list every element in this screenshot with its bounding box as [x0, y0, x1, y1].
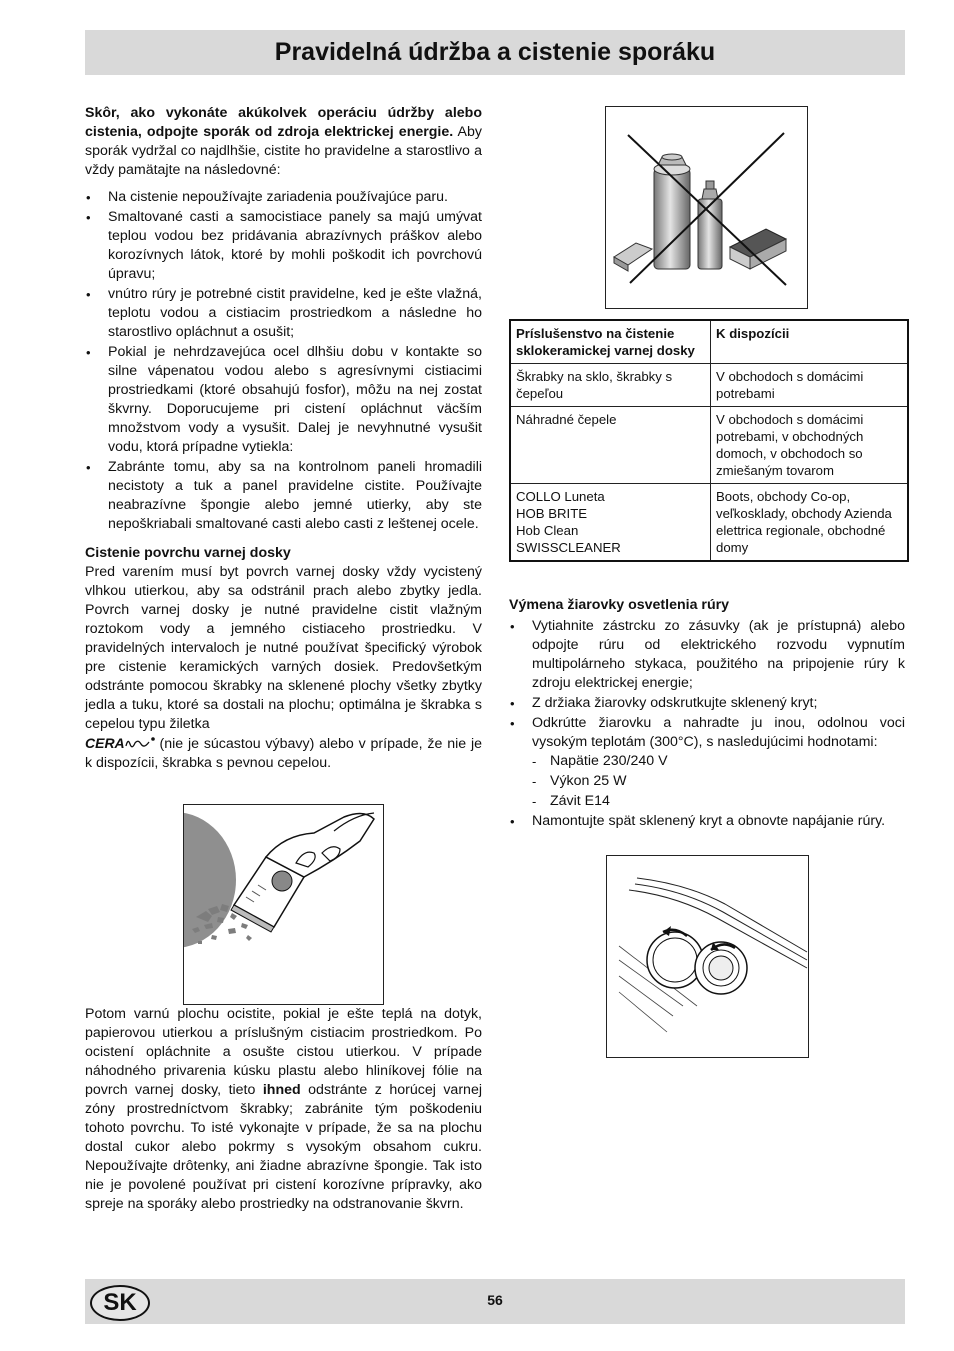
list-item: • Pokial je nehrdzavejúca ocel dlhšiu dobu v kontakte so silne vápenatou vodou alebo s agresívnymi cistiacimi prostriedkami (ktoré obsahujú fosfor), môžu na nej zostat škvrny. Doporucujeme pri cistení opláchnut väcším množstvom vody a vysušit. Dalej je nevyhnutné vysušit vodu, ktorá prípadne vytiekla:	[85, 343, 482, 457]
hob-heading: Cistenie povrchu varnej dosky	[85, 545, 291, 561]
oven-lamp-illustration	[606, 855, 809, 1058]
left-column-bottom	[85, 1005, 482, 1214]
hob-text: Pred varením musí byt povrch varnej dosky vždy vycistený vlhkou utierkou, aby sa odstránil prach alebo zbytky jedla. Povrch varnej dosky je nutné pravidelne cistit vlažným roztokom vody a jemného cistiaceho prostriedku. V pravidelných intervaloch je nutné používat špecifický výrobok pre cistenie keramických varných dosiek. Predovšetkým odstránte pomocou škrabky na sklenené plochy všetky zbytky jedla a tuku, ktoré sa dostali na plochu; optimálna je škrabka s cepelou typu žiletka	[85, 564, 482, 732]
list-item: • Namontujte spät sklenený kryt a obnovte napájanie rúry.	[509, 812, 905, 831]
accessories-table	[509, 319, 909, 562]
table-cell: Boots, obchody Co-op, veľkosklady, obchody Azienda elettrica regionale, obchodné domy	[711, 484, 909, 562]
table-cell: COLLO Luneta HOB BRITE Hob Clean SWISSCLEANER	[510, 484, 711, 562]
list-item: • Smaltované casti a samocistiace panely sa majú umývat teplou vodou bez pridávania abrazívnych práškov alebo korozívnych látok, ktoré by mohli poškodit ich povrchovú úpravu;	[85, 208, 482, 284]
intro-paragraph	[85, 104, 482, 180]
bulb-specs	[532, 752, 905, 811]
table-header-cell: K dispozícii	[711, 320, 909, 364]
table-row	[510, 484, 908, 562]
hob-text-2a: Potom varnú plochu ocistite, pokial je ešte teplá na dotyk, papierovou utierkou a príslušným cistiacim prostriedkom. Po ocistení opláchnite a osušte cistou utierkou. V prípade náhodného privarenia kúsku plastu alebo hliníkovej fólie na povrch varnej dosky, tieto	[85, 1006, 482, 1098]
intro-text: Aby sporák vydržal co najdlhšie, cistite ho pravidelne a starostlivo a vždy pamätajte na následovné:	[85, 124, 483, 178]
table-row	[510, 407, 908, 484]
table-cell: Náhradné čepele	[510, 407, 711, 484]
care-list	[85, 188, 482, 534]
scraper-illustration	[183, 804, 384, 1005]
list-item: • Vytiahnite zástrcku zo zásuvky (ak je prístupná) alebo odpojte rúru od elektrického rozvodu vypnutím multipolárneho stykaca, použitého na pripojenie rúry k zdroju elektrickej energie;	[509, 617, 905, 693]
list-item: • Na cistenie nepoužívajte zariadenia používajúce paru.	[85, 188, 482, 207]
intro-warning: Skôr, ako vykonáte akúkolvek operáciu údržby alebo cistenia, odpojte sporák od zdroja elektrickej energie.	[85, 105, 482, 140]
table-row	[510, 364, 908, 407]
forbidden-products-illustration	[605, 106, 808, 309]
spec-item: - Závit E14	[532, 792, 905, 811]
language-badge: SK	[90, 1285, 150, 1321]
hob-paragraph-2	[85, 1005, 482, 1214]
bulb-step-text: Odkrútte žiarovku a nahradte ju inou, odolnou voci vysokým teplotám (300°C), s nasledujúcimi hodnotami:	[532, 715, 905, 750]
table-cell: V obchodoch s domácimi potrebami, v obchodných domoch, v obchodoch so zmiešaným tovarom	[711, 407, 909, 484]
table-cell: Škrabky na sklo, škrabky s čepeľou	[510, 364, 711, 407]
hob-text-end: (nie je súcastou výbavy) alebo v prípade, že nie je k dispozícii, škrabka s pevnou cepelou.	[85, 736, 482, 771]
left-column	[85, 104, 482, 773]
list-item	[509, 714, 905, 811]
title-bar	[85, 30, 905, 75]
list-item: • vnútro rúry je potrebné cistit pravidelne, ked je ešte vlažná, teplotu vodou a cistiacim prostriedkom a následne ho starostlivo opláchnut a osušit;	[85, 285, 482, 342]
bulb-steps	[509, 617, 905, 831]
table-header-cell: Príslušenstvo na čistenie sklokeramickej varnej dosky	[510, 320, 711, 364]
spec-item: - Napätie 230/240 V	[532, 752, 905, 771]
table-cell: V obchodoch s domácimi potrebami	[711, 364, 909, 407]
list-item: • Zabránte tomu, aby sa na kontrolnom paneli hromadili necistoty a tuk a panel pravidelne cistite. Používajte neabrazívne špongie alebo jemné utierky, aby ste nepoškriabali smaltované casti alebo casti z leštenej ocele.	[85, 458, 482, 534]
page-number: 56	[487, 1292, 503, 1308]
page-title: Pravidelná údržba a cistenie sporáku	[274, 38, 716, 66]
hob-paragraph-1	[85, 563, 482, 773]
hob-text-2b: odstránte z horúcej varnej zóny prostredníctvom škrabky; zabránite tým poškodeniu tohoto povrchu. To isté vykonajte v prípade, že sa na plochu dostal cukor alebo pokrmy s vysokým obsahom cukru. Nepoužívajte drôtenky, ani žiadne abrazívne špongie. Tak isto nie je povolené používat pri cistení korozívne prípravky, ako spreje na sporáky alebo prostriedky na odstranovanie škvrn.	[85, 1082, 482, 1212]
cera-logo: CERA	[85, 735, 125, 751]
cera-logo-glyph-icon	[125, 736, 155, 748]
bulb-heading: Výmena žiarovky osvetlenia rúry	[509, 597, 730, 613]
list-item: • Z držiaka žiarovky odskrutkujte sklenený kryt;	[509, 694, 905, 713]
spec-item: - Výkon 25 W	[532, 772, 905, 791]
hob-text-2-bold: ihned	[262, 1082, 301, 1098]
footer-bar	[85, 1279, 905, 1324]
right-column	[509, 596, 905, 839]
table-header-row	[510, 320, 908, 364]
